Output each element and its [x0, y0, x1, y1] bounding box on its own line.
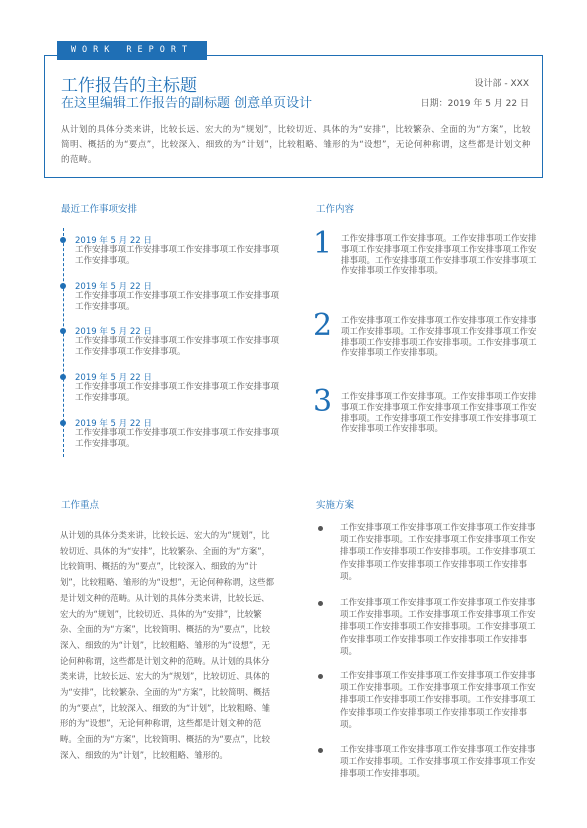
content-section-title: 工作内容	[316, 204, 355, 215]
date-label: 日期：2019 年 5 月 22 日	[420, 99, 529, 109]
work-report-tag: WORK REPORT	[57, 41, 207, 60]
department-label: 设计部 - XXX	[474, 79, 529, 89]
timeline-dot-icon	[60, 328, 66, 334]
timeline-text: 工作安排事项工作安排事项工作安排事项工作安排事项工作安排事项工作安排事项。	[75, 336, 280, 358]
bullet-icon	[318, 601, 323, 606]
intro-paragraph: 从计划的具体分类来讲，比较长远、宏大的为“规划”，比较切近、具体的为“安排”，比较繁杂、全面的为“方案”，比较简明、概括的为“要点”，比较深入、细致的为“计划”，比较粗略、雏形的为“设想”，无论何种称谓，这些都是计划文种的范畴。	[61, 125, 531, 165]
bullet-icon	[318, 526, 323, 531]
timeline-date: 2019 年 5 月 22 日	[75, 282, 152, 292]
timeline-dot-icon	[60, 374, 66, 380]
content-text: 工作安排事项工作安排事项。工作安排事项工作安排事项工作安排事项工作安排事项工作安排事项工作安排事项。工作安排事项工作安排事项工作安排事项工作安排事项工作安排事项。	[341, 392, 537, 435]
focus-paragraph: 从计划的具体分类来讲，比较长远、宏大的为“规划”，比较切近、具体的为“安排”，比较繁杂、全面的为“方案”，比较简明、概括的为“要点”，比较深入、细致的为“计划”，比较粗略、雏形的为“设想”，无论何种称谓，这些都是计划文种的范畴。从计划的具体分类来讲，比较长远、宏大的为“规划”，比较切近、具体的为“安排”，比较繁杂、全面的为“方案”，比较简明、概括的为“要点”，比较深入、细致的为“计划”，比较粗略、雏形的为“设想”，无论何种称谓，这些都是计划文种的范畴。从计划的具体分类来讲，比较长远、宏大的为“规划”，比较切近、具体的为“安排”，比较繁杂、全面的为“方案”，比较简明、概括的为“要点”，比较深入、细致的为“计划”，比较粗略、雏形的为“设想”，无论何种称谓，这些都是计划文种的范畴。全面的为“方案”，比较简明、概括的为“要点”，比较深入、细致的为“计划”，比较粗略、雏形的。	[60, 530, 275, 760]
timeline-text: 工作安排事项工作安排事项工作安排事项工作安排事项工作安排事项。	[75, 245, 280, 267]
focus-section-title: 工作重点	[61, 500, 100, 511]
timeline-dot-icon	[60, 237, 66, 243]
content-number: 3	[313, 384, 333, 419]
bullet-icon	[318, 748, 323, 753]
timeline-date: 2019 年 5 月 22 日	[75, 373, 152, 383]
timeline-text: 工作安排事项工作安排事项工作安排事项工作安排事项工作安排事项。	[75, 382, 280, 404]
timeline-text: 工作安排事项工作安排事项工作安排事项工作安排事项工作安排事项。	[75, 428, 280, 450]
sub-title: 在这里编辑工作报告的副标题 创意单页设计	[61, 96, 313, 111]
timeline-date: 2019 年 5 月 22 日	[75, 236, 152, 246]
content-text: 工作安排事项工作安排事项工作安排事项工作安排事项工作安排事项。工作安排事项工作安排事项工作安排事项工作安排事项工作安排事项。工作安排事项工作安排事项工作安排事项。	[341, 316, 537, 359]
timeline-dot-icon	[60, 420, 66, 426]
content-number: 2	[313, 308, 333, 343]
plan-text: 工作安排事项工作安排事项工作安排事项工作安排事项工作安排事项。工作安排事项工作安排事项工作安排事项工作安排事项。	[340, 745, 536, 780]
plan-section-title: 实施方案	[316, 500, 355, 511]
timeline-dot-icon	[60, 283, 66, 289]
plan-text: 工作安排事项工作安排事项工作安排事项工作安排事项工作安排事项。工作安排事项工作安排事项工作安排事项工作安排事项工作安排事项。工作安排事项工作安排事项工作安排事项工作安排事项工作安排事项。	[340, 598, 536, 657]
recent-section-title: 最近工作事项安排	[61, 204, 138, 215]
timeline-date: 2019 年 5 月 22 日	[75, 419, 152, 429]
main-title: 工作报告的主标题	[61, 76, 197, 96]
timeline-text: 工作安排事项工作安排事项工作安排事项工作安排事项工作安排事项。	[75, 291, 280, 313]
content-text: 工作安排事项工作安排事项。工作安排事项工作安排事项工作安排事项工作安排事项工作安排事项工作安排事项。工作安排事项工作安排事项工作安排事项工作安排事项工作安排事项。	[341, 234, 537, 277]
content-number: 1	[313, 226, 333, 261]
bullet-icon	[318, 674, 323, 679]
plan-text: 工作安排事项工作安排事项工作安排事项工作安排事项工作安排事项。工作安排事项工作安排事项工作安排事项工作安排事项工作安排事项。工作安排事项工作安排事项工作安排事项工作安排事项工作安排事项。	[340, 671, 536, 730]
timeline-date: 2019 年 5 月 22 日	[75, 327, 152, 337]
plan-text: 工作安排事项工作安排事项工作安排事项工作安排事项工作安排事项。工作安排事项工作安排事项工作安排事项工作安排事项工作安排事项。工作安排事项工作安排事项工作安排事项工作安排事项工作安排事项。	[340, 523, 536, 582]
